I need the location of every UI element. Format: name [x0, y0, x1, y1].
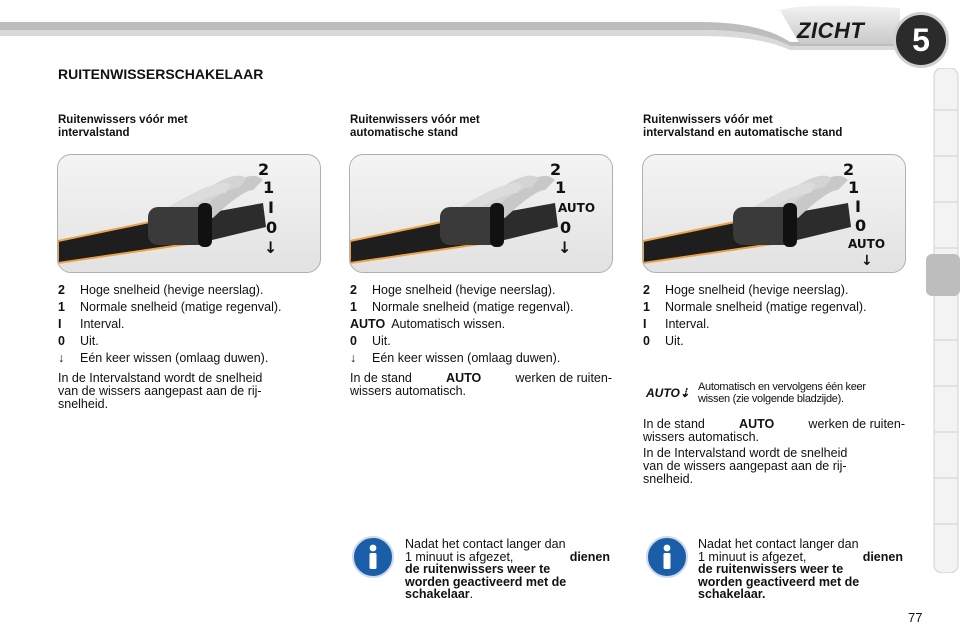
- legend-item: [643, 282, 908, 299]
- legend-item: [58, 299, 323, 316]
- legend-item: [58, 350, 323, 367]
- legend-item: [58, 316, 323, 333]
- col1-heading-line: intervalstand: [58, 127, 130, 139]
- legend-text: Eén keer wissen (omlaag duwen).: [372, 351, 561, 365]
- legend-key: 0: [58, 334, 65, 348]
- col2-heading-line: Ruitenwissers vóór met: [350, 114, 480, 126]
- legend-text: Hoge snelheid (hevige neerslag).: [80, 283, 264, 297]
- stalk-label: 1: [263, 178, 275, 197]
- stalk-label: 2: [258, 160, 270, 179]
- legend-key: ↓: [350, 351, 357, 365]
- note-line: Automatisch en vervolgens één keer: [698, 381, 866, 393]
- active-tab[interactable]: [926, 254, 960, 296]
- chapter-title: ZICHT: [797, 18, 865, 43]
- col1-legend: [58, 282, 323, 367]
- para-bold: AUTO: [446, 371, 482, 385]
- para-text: In de stand: [350, 371, 412, 385]
- legend-text: Automatisch wissen.: [391, 317, 506, 331]
- auto-badge: [646, 386, 690, 400]
- info-line: worden geactiveerd met de: [405, 574, 567, 589]
- info-line: schakelaar.: [698, 587, 766, 601]
- legend-text: Interval.: [80, 317, 125, 331]
- stalk-label: 2: [550, 160, 562, 179]
- info-line: de ruitenwissers weer te: [405, 562, 551, 576]
- info-icon: [352, 536, 394, 578]
- page-header: [0, 0, 960, 62]
- para-line: wissers automatisch.: [350, 384, 467, 398]
- info-bold: dienen: [862, 549, 903, 564]
- legend-item: [350, 282, 612, 299]
- para-line: In de Intervalstand wordt de snelheid: [643, 446, 848, 460]
- info-note-col2: [405, 538, 610, 601]
- info-line: [405, 588, 610, 601]
- col2-legend: [350, 282, 612, 367]
- stalk-label: 0: [266, 218, 278, 237]
- legend-item: [350, 316, 612, 333]
- legend-key: 1: [350, 300, 357, 314]
- legend-text: Normale snelheid (matige regenval).: [372, 300, 574, 314]
- info-bold: dienen: [569, 549, 610, 564]
- section-title: RUITENWISSERSCHAKELAAR: [58, 66, 264, 82]
- page-number: 77: [908, 610, 923, 625]
- para-line: van de wissers aangepast aan de rij-: [58, 384, 262, 398]
- col3-heading-line: intervalstand en automatische stand: [643, 127, 843, 139]
- para-text: werken de ruiten-: [515, 371, 612, 385]
- para-bold: AUTO: [739, 417, 775, 431]
- stalk-label: I: [855, 197, 861, 216]
- col2-heading-line: automatische stand: [350, 127, 458, 139]
- info-line: Nadat het contact langer dan: [698, 537, 859, 551]
- legend-key: AUTO: [350, 317, 386, 331]
- info-note-col3: [698, 538, 903, 601]
- para-line: snelheid.: [643, 472, 694, 486]
- legend-key: I: [643, 317, 647, 331]
- stalk-illustration: [350, 182, 558, 263]
- legend-item: [58, 333, 323, 350]
- info-line: de ruitenwissers weer te: [698, 562, 844, 576]
- auto-note: [698, 381, 866, 405]
- col1-heading: [58, 114, 188, 140]
- col3-heading-line: Ruitenwissers vóór met: [643, 114, 773, 126]
- col2-paragraph: [350, 372, 612, 398]
- para-line: snelheid.: [58, 397, 109, 411]
- legend-item: [58, 282, 323, 299]
- legend-key: 1: [58, 300, 65, 314]
- legend-text: Uit.: [372, 334, 391, 348]
- stalk-label: 1: [555, 178, 567, 197]
- chapter-tabs[interactable]: [926, 68, 960, 573]
- info-bold: schakelaar: [405, 587, 470, 601]
- legend-text: Hoge snelheid (hevige neerslag).: [372, 283, 556, 297]
- para-text: In de stand: [643, 417, 705, 431]
- legend-key: 2: [350, 283, 357, 297]
- legend-text: Normale snelheid (matige regenval).: [80, 300, 282, 314]
- info-line: Nadat het contact langer dan: [405, 537, 566, 551]
- legend-key: 0: [350, 334, 357, 348]
- info-text: .: [469, 587, 474, 601]
- para-line: wissers automatisch.: [643, 430, 760, 444]
- stalk-label: 0: [560, 218, 572, 237]
- legend-text: Uit.: [80, 334, 99, 348]
- para-line: In de Intervalstand wordt de snelheid: [58, 371, 263, 385]
- stalk-label: AUTO: [558, 201, 596, 215]
- para-text: werken de ruiten-: [808, 417, 905, 431]
- stalk-label: I: [268, 198, 274, 217]
- col3-paragraph-2: [643, 447, 905, 486]
- legend-item: [350, 299, 612, 316]
- wiper-stalk-image-auto: [349, 154, 613, 273]
- legend-item: [350, 350, 612, 367]
- col1-heading-line: Ruitenwissers vóór met: [58, 114, 188, 126]
- arrow-down-icon: ⇣: [679, 386, 690, 400]
- col2-heading: [350, 114, 480, 140]
- col1-paragraph: [58, 372, 320, 411]
- col3-legend: [643, 282, 908, 350]
- para-line: van de wissers aangepast aan de rij-: [643, 459, 847, 473]
- note-line: wissen (zie volgende bladzijde).: [698, 393, 844, 405]
- legend-text: Normale snelheid (matige regenval).: [665, 300, 867, 314]
- legend-item: [643, 299, 908, 316]
- col3-paragraph: [643, 418, 905, 444]
- legend-key: ↓: [58, 351, 65, 365]
- stalk-label: 2: [843, 160, 855, 179]
- stalk-illustration: [58, 182, 266, 263]
- stalk-label: 0: [855, 216, 867, 235]
- legend-key: 1: [643, 300, 650, 314]
- chapter-number-badge: 5: [893, 12, 949, 68]
- stalk-label: ↓: [558, 238, 572, 257]
- stalk-label: ↓: [861, 253, 873, 269]
- info-line: worden geactiveerd met de: [698, 574, 860, 589]
- legend-key: 0: [643, 334, 650, 348]
- info-text: 1 minuut is afgezet,: [698, 549, 807, 564]
- legend-key: 2: [58, 283, 65, 297]
- info-icon: [646, 536, 688, 578]
- stalk-label: 1: [848, 178, 860, 197]
- stalk-label: AUTO: [848, 237, 886, 251]
- legend-item: [350, 333, 612, 350]
- legend-item: [643, 316, 908, 333]
- legend-text: Uit.: [665, 334, 684, 348]
- wiper-stalk-image-interval-auto: [642, 154, 906, 273]
- legend-text: Eén keer wissen (omlaag duwen).: [80, 351, 269, 365]
- stalk-label: ↓: [264, 238, 278, 257]
- stalk-illustration: [643, 182, 851, 263]
- legend-text: Hoge snelheid (hevige neerslag).: [665, 283, 849, 297]
- legend-text: Interval.: [665, 317, 710, 331]
- legend-key: I: [58, 317, 62, 331]
- info-text: 1 minuut is afgezet,: [405, 549, 514, 564]
- wiper-stalk-image-interval: [57, 154, 321, 273]
- legend-item: [643, 333, 908, 350]
- legend-key: 2: [643, 283, 650, 297]
- col3-heading: [643, 114, 842, 140]
- auto-badge-text: AUTO: [646, 386, 680, 400]
